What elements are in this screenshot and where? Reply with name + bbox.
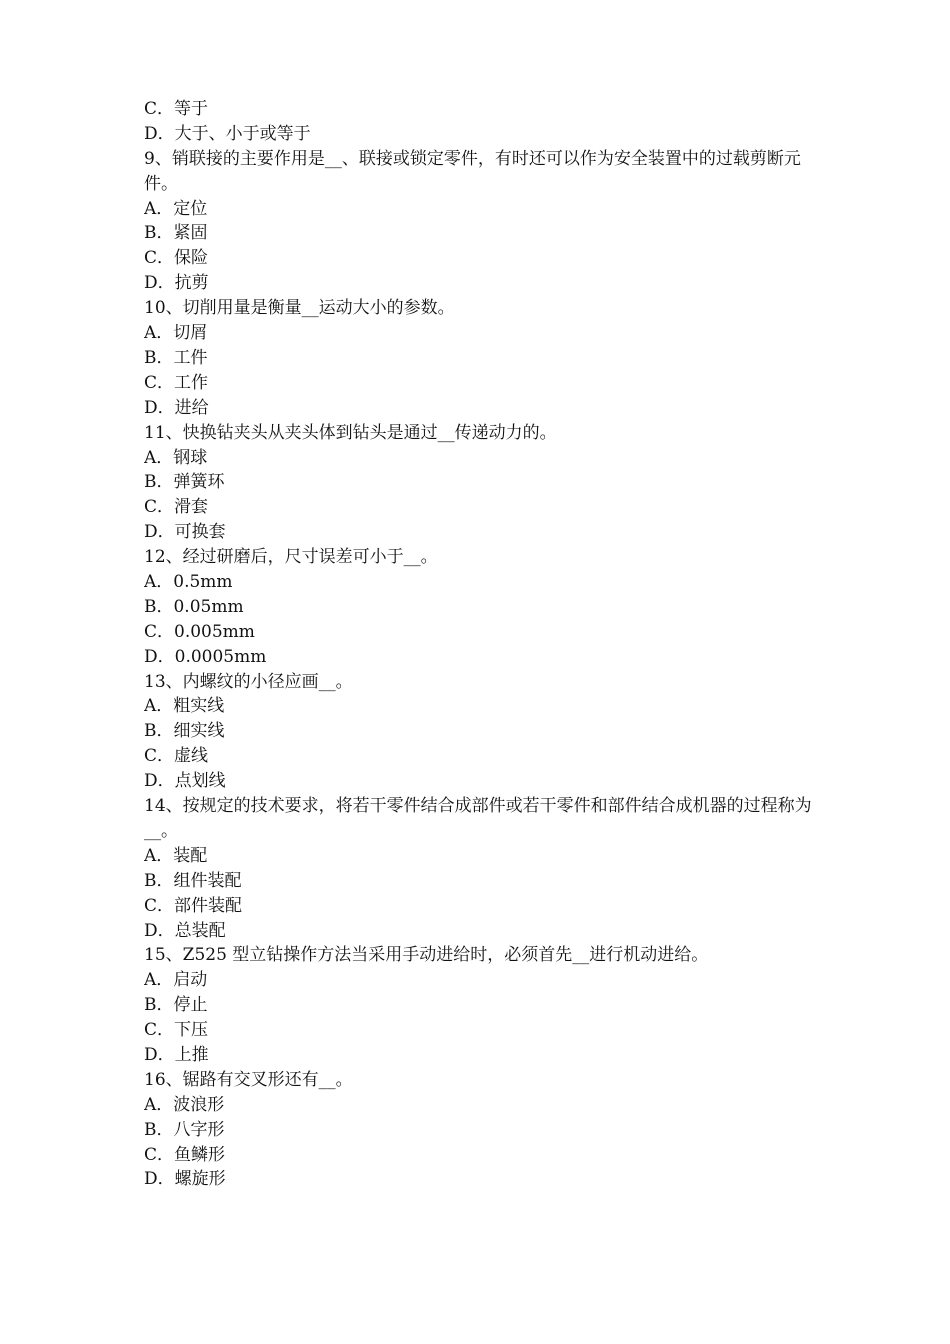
option-line: D．进给 — [144, 397, 209, 418]
question-block — [144, 545, 814, 669]
question-stem: 14、按规定的技术要求，将若干零件结合成部件或若干零件和部件结合成机器的过程称为__。 — [144, 796, 812, 841]
option-line: C．保险 — [144, 248, 209, 269]
option-line: A．启动 — [144, 970, 208, 991]
question-block — [144, 1068, 814, 1192]
question-stem: 12、经过研磨后，尺寸误差可小于__。 — [144, 547, 438, 568]
option-line: A．0.5mm — [144, 572, 233, 592]
option-line: B．停止 — [144, 995, 208, 1016]
option-line: D．点划线 — [144, 771, 226, 792]
lead-options — [144, 97, 814, 147]
option-line: C．0.005mm — [144, 621, 255, 642]
option-line: D．0.0005mm — [144, 646, 267, 667]
option-line: D．大于、小于或等于 — [144, 123, 311, 144]
option-line: A．粗实线 — [144, 696, 225, 717]
question-stem: 11、快换钻夹头从夹头体到钻头是通过__传递动力的。 — [144, 422, 557, 443]
option-line: C．虚线 — [144, 746, 209, 767]
option-line: D．总装配 — [144, 920, 226, 941]
option-line: C．部件装配 — [144, 895, 243, 916]
option-line: A．切屑 — [144, 323, 208, 344]
option-line: A．装配 — [144, 845, 208, 866]
question-stem: 13、内螺纹的小径应画__。 — [144, 671, 353, 692]
question-block — [144, 421, 814, 545]
option-line: B．紧固 — [144, 223, 208, 244]
option-line: B．组件装配 — [144, 870, 242, 891]
question-block — [144, 147, 814, 296]
question-stem: 16、锯路有交叉形还有__。 — [144, 1069, 353, 1090]
option-line: B．八字形 — [144, 1119, 225, 1140]
option-line: C．鱼鳞形 — [144, 1144, 226, 1165]
question-block — [144, 943, 814, 1067]
option-line: B．0.05mm — [144, 596, 244, 617]
option-line: C．下压 — [144, 1020, 209, 1041]
option-line: D．螺旋形 — [144, 1169, 226, 1190]
question-block — [144, 670, 814, 794]
question-stem: 9、销联接的主要作用是__、联接或锁定零件，有时还可以作为安全装置中的过载剪断元件。 — [144, 148, 801, 194]
option-line: C．等于 — [144, 99, 209, 119]
question-block — [144, 296, 814, 420]
question-block — [144, 794, 814, 943]
option-line: D．上推 — [144, 1044, 209, 1065]
option-line: C．工作 — [144, 372, 209, 393]
option-line: B．工件 — [144, 347, 208, 368]
option-line: A．波浪形 — [144, 1094, 225, 1115]
question-stem: 15、Z525 型立钻操作方法当采用手动进给时，必须首先__进行机动进给。 — [144, 945, 709, 966]
option-line: A．钢球 — [144, 447, 208, 468]
option-line: D．抗剪 — [144, 273, 209, 294]
option-line: C．滑套 — [144, 497, 209, 518]
option-line: D．可换套 — [144, 522, 226, 543]
option-line: B．弹簧环 — [144, 472, 225, 493]
option-line: B．细实线 — [144, 721, 225, 742]
document-body — [144, 97, 814, 1192]
question-stem: 10、切削用量是衡量__运动大小的参数。 — [144, 298, 455, 319]
option-line: A．定位 — [144, 198, 208, 219]
